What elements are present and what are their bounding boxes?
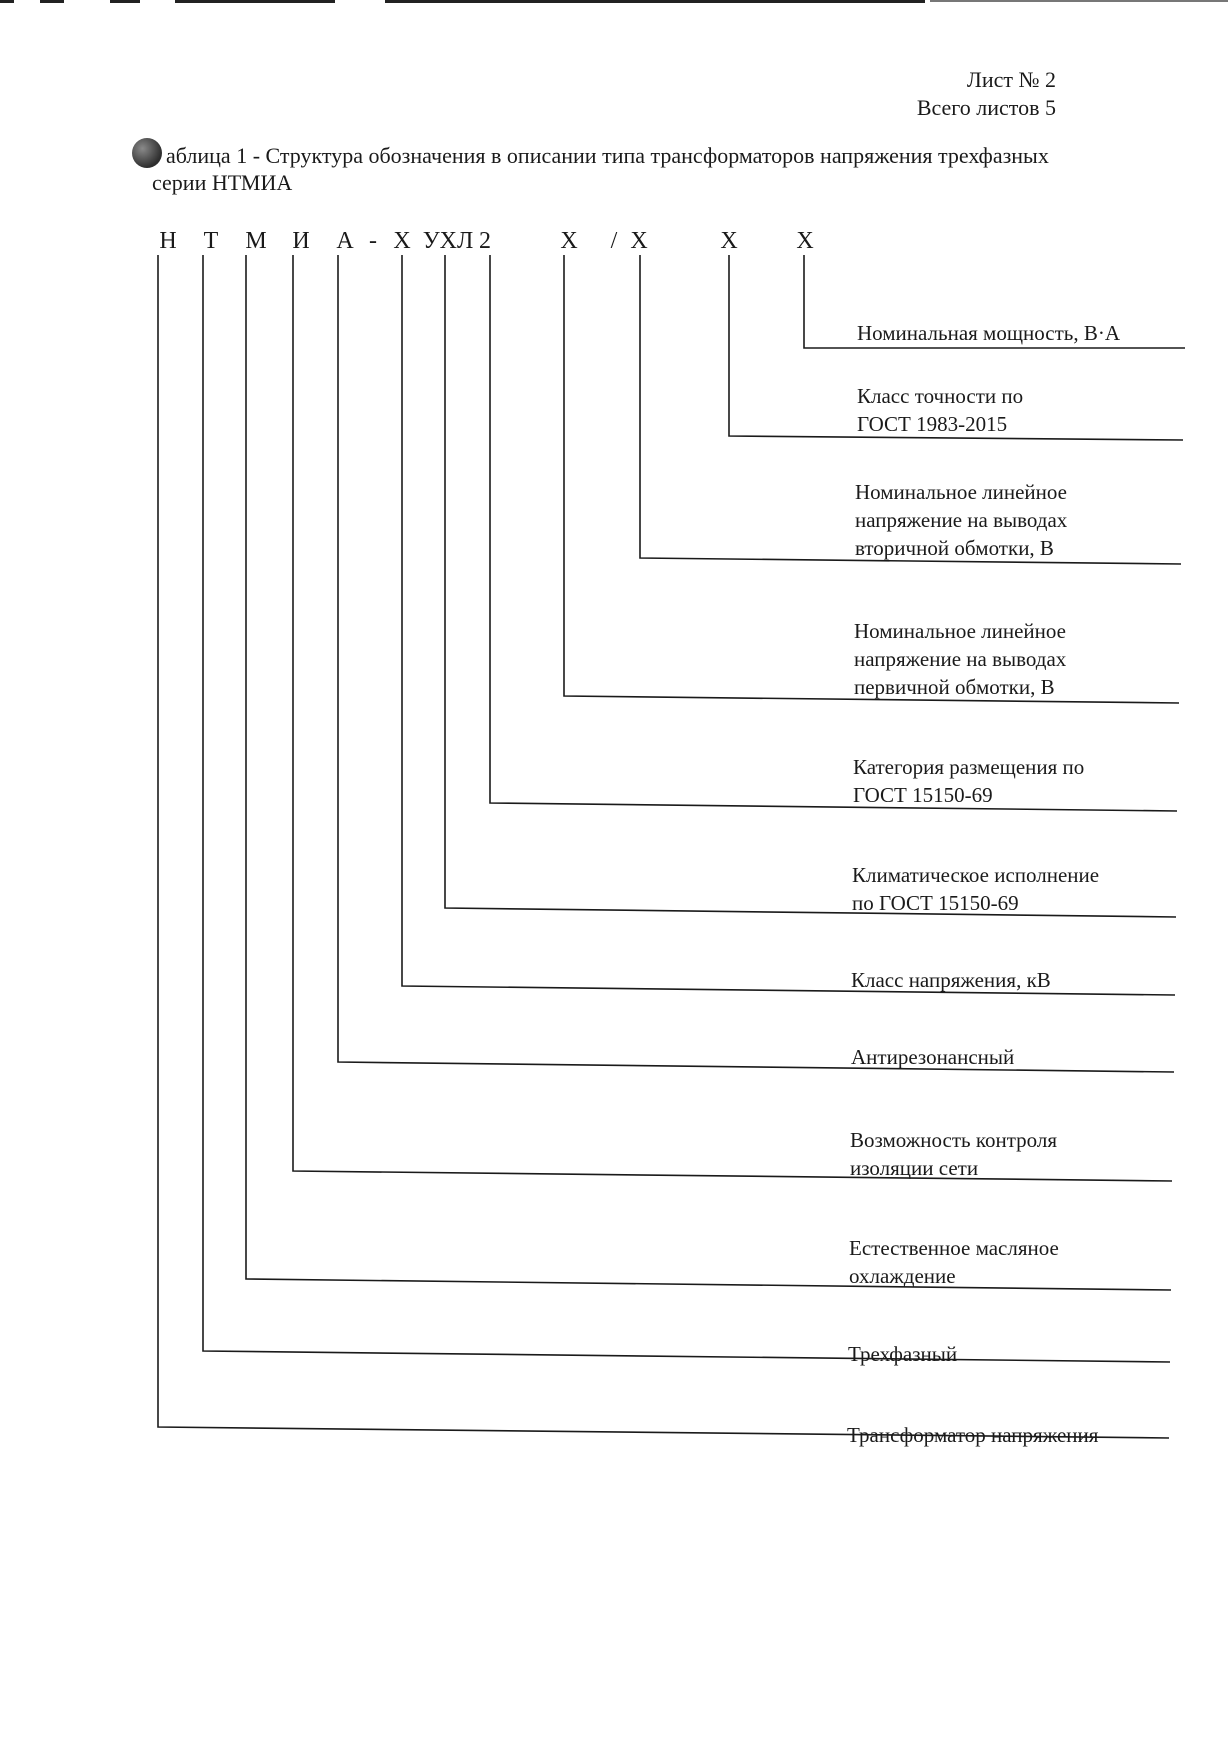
description-secondary-voltage: Номинальное линейное напряжение на выводах вторичной обмотки, В — [855, 480, 1068, 560]
description-placement-category: Категория размещения по ГОСТ 15150-69 — [853, 755, 1085, 807]
code-letter: Х — [393, 228, 411, 254]
description-insulation-control: Возможность контроля изоляции сети — [850, 1128, 1058, 1180]
description-oil-cooling: Естественное масляное охлаждение — [849, 1236, 1059, 1288]
code-letter: / — [610, 228, 618, 254]
sheet-number: Лист № 2 — [966, 67, 1056, 92]
code-letter: 2 — [479, 228, 491, 254]
code-letter: И — [292, 228, 310, 254]
description-three-phase: Трехфазный — [848, 1342, 958, 1366]
code-letter: Н — [159, 228, 177, 254]
description-accuracy-class: Класс точности по ГОСТ 1983-2015 — [857, 384, 1024, 436]
code-letter: Т — [203, 228, 219, 254]
total-sheets: Всего листов 5 — [916, 95, 1056, 120]
code-letter: Х — [720, 228, 738, 254]
description-voltage-class: Класс напряжения, кВ — [851, 968, 1051, 992]
description-transformer: Трансформатор напряжения — [847, 1423, 1099, 1447]
description-power: Номинальная мощность, В·А — [857, 321, 1121, 345]
code-letter: А — [336, 228, 354, 254]
code-letter: Х — [796, 228, 814, 254]
connector-insulation-control — [293, 255, 1172, 1181]
description-anti-resonant: Антирезонансный — [851, 1045, 1015, 1069]
description-primary-voltage: Номинальное линейное напряжение на выводах первичной обмотки, В — [854, 619, 1067, 699]
connector-climatic-version — [445, 255, 1176, 917]
code-letter: М — [245, 228, 267, 254]
code-letter: УХЛ — [422, 228, 474, 254]
code-letter: Х — [560, 228, 578, 254]
caption-line-2: серии НТМИА — [152, 170, 293, 195]
description-climatic-version: Климатическое исполнение по ГОСТ 15150-69 — [852, 863, 1100, 915]
code-letter: - — [369, 228, 377, 254]
caption-line-1: аблица 1 - Структура обозначения в описании типа трансформаторов напряжения трехфазных — [166, 143, 1049, 168]
code-letter: Х — [630, 228, 648, 254]
